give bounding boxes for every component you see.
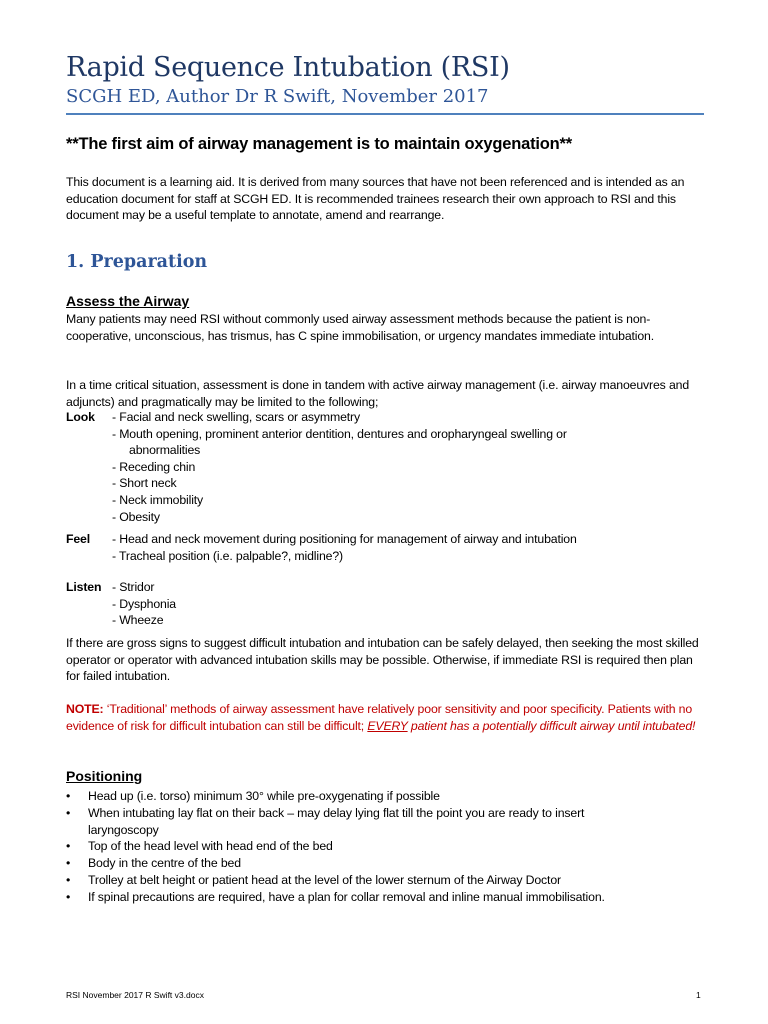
list-item: - Dysphonia — [112, 596, 176, 611]
look-label: Look — [66, 410, 95, 424]
note-emphasis: EVERY — [367, 718, 408, 733]
footer-page-number: 1 — [696, 990, 701, 1000]
aim-statement: **The first aim of airway management is to maintain oxygenation** — [66, 135, 572, 153]
subheading-assess-airway: Assess the Airway — [66, 293, 190, 309]
document-title: Rapid Sequence Intubation (RSI) — [66, 52, 510, 83]
list-item: - Obesity — [112, 509, 160, 524]
assess-paragraph-3: If there are gross signs to suggest difficult intubation and intubation can be safely delayed, then seeking the most skilled operator or operator with advanced intubation skills may be possible. Otherwise, if immediate RSI is required then plan for failed intubation. — [66, 636, 699, 684]
assess-paragraph-2: In a time critical situation, assessment is done in tandem with active airway management (i.e. airway manoeuvres and adjuncts) and pragmatically may be limited to the following; — [66, 378, 690, 409]
list-item: - Neck immobility — [112, 492, 204, 507]
list-item: - Facial and neck swelling, scars or asymmetry — [112, 410, 360, 424]
note-text: ‘Traditional’ methods of airway assessment have relatively poor sensitivity and poor specificity. Patients with no evidence of risk for difficult intubation can still be difficult; — [66, 702, 693, 733]
bullet-icon: • — [66, 806, 71, 820]
listen-label: Listen — [66, 580, 102, 594]
list-item: - Tracheal position (i.e. palpable?, midline?) — [112, 548, 343, 563]
look-items — [112, 409, 672, 525]
list-item: - Head and neck movement during positioning for management of airway and intubation — [112, 532, 577, 546]
bullet-icon: • — [66, 839, 71, 853]
note-paragraph — [66, 701, 708, 734]
feel-label: Feel — [66, 532, 91, 546]
bullet-icon: • — [66, 856, 71, 870]
intro-paragraph: This document is a learning aid. It is derived from many sources that have not been referenced and is intended as an education document for staff at SCGH ED. It is recommended trainees research their own approach to RSI and this document may be a useful template to annotate, amend and rearrange. — [66, 175, 685, 223]
bullet-icon: • — [66, 890, 71, 904]
document-page: Rapid Sequence Intubation (RSI) SCGH ED, Author Dr R Swift, November 2017 **The first aim of airway management is to maintain oxygenation** This document is a learning aid. It is derived from many sources that have not been referenced and is intended as an education document for staff at SCGH ED. It is recommended trainees research their own approach to RSI and this document may be a useful template to annotate, amend and rearrange. 1. Preparation Assess the Airway Many patients may need RSI without commonly used airway assessment methods because the patient is non-cooperative, unconscious, has trismus, has C spine immobilisation, or urgency mandates immediate intubation. In a time critical situation, assessment is done in tandem with active airway management (i.e. airway manoeuvres and adjuncts) and pragmatically may be limited to the following; Look - Facial and neck swelling, scars or asymmetry - Mouth opening, prominent anterior dentition, dentures and oropharyngeal swelling or abnormalities - Receding chin - Short neck - Neck immobility - Obesity Feel - Head and neck movement during positioning for management of airway and intubation - Tracheal position (i.e. palpable?, midline?) Listen - Stridor - Dysphonia - Wheeze If there are gross signs to suggest difficult intubation and intubation can be safely delayed, then seeking the most skilled operator or operator with advanced intubation skills may be possible. Otherwise, if immediate RSI is required then plan for failed intubation. NOTE: ‘Traditional’ methods of airway assessment have relatively poor sensitivity and poor specificity. Patients with no evidence of risk for difficult intubation can still be difficult; EVERY patient has a potentially difficult airway until intubated! Positioning • Head up (i.e. torso) minimum 30° while pre-oxygenating if possible • When intubating lay flat on their back – may delay lying flat till the point you are ready to insert laryngoscopy • Top of the head level with head end of the bed • Body in the centre of the bed • Trolley at belt height or patient head at the level of the lower sternum of the Airway Doctor • If spinal precautions are required, have a plan for collar removal and inline manual immobilisation. RSI November 2017 R Swift v3.docx 1 — [0, 0, 768, 1024]
subheading-positioning: Positioning — [66, 768, 143, 784]
footer-filename: RSI November 2017 R Swift v3.docx — [66, 990, 204, 1000]
list-item: - Short neck — [112, 476, 177, 491]
list-item: abnormalities — [129, 443, 201, 458]
list-item: - Wheeze — [112, 613, 164, 628]
bullet-icon: • — [66, 789, 71, 803]
feel-items — [112, 531, 672, 564]
listen-items — [112, 579, 672, 629]
note-label: NOTE: — [66, 702, 104, 716]
section-heading-preparation: 1. Preparation — [66, 252, 208, 272]
list-item: - Receding chin — [112, 459, 196, 474]
note-tail: patient has a potentially difficult airway until intubated! — [407, 718, 696, 733]
document-subtitle: SCGH ED, Author Dr R Swift, November 2017 — [66, 86, 489, 107]
title-divider — [66, 113, 704, 115]
list-item: - Stridor — [112, 580, 155, 594]
assess-paragraph-1: Many patients may need RSI without commonly used airway assessment methods because the patient is non-cooperative, unconscious, has trismus, has C spine immobilisation, or urgency mandates immediate intubation. — [66, 312, 655, 343]
list-item: - Mouth opening, prominent anterior dentition, dentures and oropharyngeal swelling or — [112, 426, 567, 441]
bullet-icon: • — [66, 873, 71, 887]
